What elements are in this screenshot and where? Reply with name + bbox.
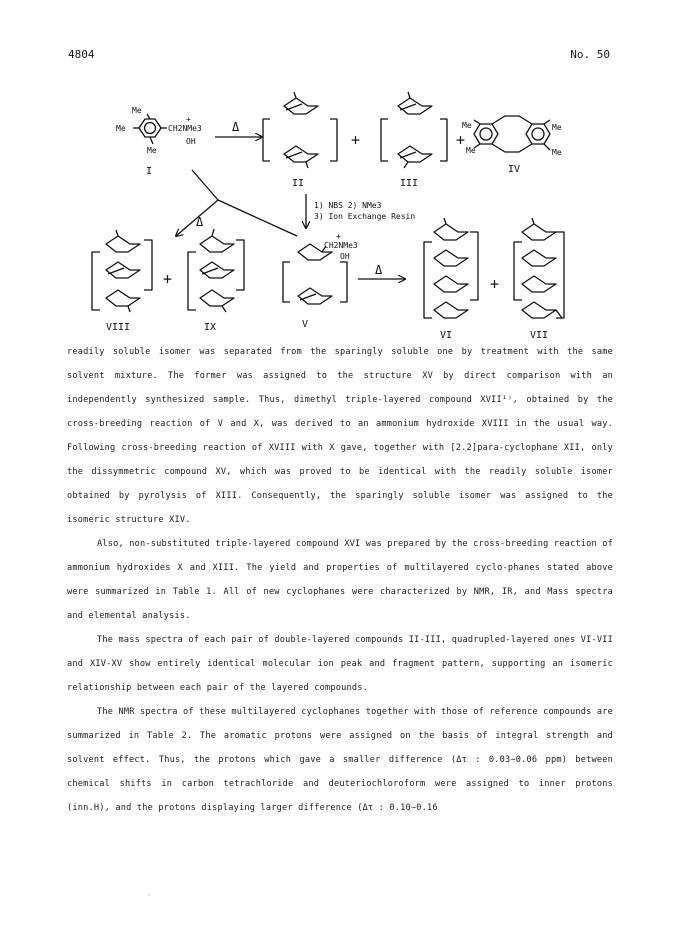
methyl-label: Me <box>116 124 126 133</box>
compound-label-ii: II <box>292 178 305 189</box>
reaction-scheme <box>0 0 680 340</box>
methyl-label: Me <box>132 106 142 115</box>
paragraph: Also, non-substituted triple-layered compound XVI was prepared by the cross-breeding reaction of ammonium hydroxides X and XIII. The yield and properties of multilayered cyclo-phanes stated above were summarized in Table 1. All of new cyclophanes were characterized by NMR, IR, and Mass spectra and elemental analysis. <box>67 539 613 621</box>
paragraph: The NMR spectra of these multilayered cyclophanes together with those of reference compounds are summarized in Table 2. The aromatic protons were assigned on the basis of integral strength and solvent effect. Thus, the protons which gave a smaller difference (Δτ : 0.03∼0.06 ppm) between chemical shifts in carbon tetrachloride and deuteriochloroform were assigned to inner protons (inn.H), and the protons displaying larger difference (Δτ : 0.10∼0.16 <box>67 707 613 813</box>
heat-symbol: Δ <box>375 263 383 277</box>
positive-charge-label: + <box>336 232 341 241</box>
compound-label-iii: III <box>400 178 419 189</box>
compound-vi-structure <box>424 218 478 318</box>
compound-v-structure <box>283 244 347 304</box>
methyl-label: Me <box>552 123 562 132</box>
reagent-line-1: 1) NBS 2) NMe3 <box>314 201 382 210</box>
plus-sign: + <box>456 131 466 149</box>
heat-symbol: Δ <box>232 120 240 134</box>
hydroxide-label: OH <box>186 137 196 146</box>
compound-iv-structure <box>474 116 550 152</box>
compound-iii-structure <box>381 92 447 168</box>
methyl-label: Me <box>462 121 472 130</box>
compound-i-structure <box>133 114 167 144</box>
compound-ix-structure <box>188 229 244 312</box>
compound-vii-structure <box>514 218 564 318</box>
compound-label-iv: IV <box>508 164 521 175</box>
ammonium-group-label: CH2NMe3 <box>168 124 202 133</box>
compound-label-vii: VII <box>530 330 549 340</box>
compound-ii-structure <box>263 92 337 168</box>
plus-sign: + <box>351 131 361 149</box>
compound-label-vi: VI <box>440 330 453 340</box>
compound-label-ix: IX <box>204 322 217 333</box>
footer-mark: ' <box>147 893 152 901</box>
paragraph: readily soluble isomer was separated from the sparingly soluble one by treatment with the same solvent mixture. The former was assigned to the structure XV by direct comparison with an independently synthesized sample. Thus, dimethyl triple-layered compound XVII¹⁾, obtained by the cross-breeding reaction of V and X, was derived to an ammonium hydroxide XVIII in the usual way. Following cross-breeding reaction of XVIII with X gave, together with [2.2]para-cyclophane XII, only the dissymmetric compound XV, which was proved to be identical with the readily soluble isomer obtained by pyrolysis of XIII. Consequently, the sparingly soluble isomer was assigned to the isomeric structure XIV. <box>67 347 613 525</box>
methyl-label: Me <box>466 146 476 155</box>
methyl-label: Me <box>552 148 562 157</box>
positive-charge-label: + <box>186 115 191 124</box>
page-number: 4804 <box>68 48 95 61</box>
journal-issue-number: No. 50 <box>570 48 610 61</box>
compound-label-v: V <box>302 319 309 330</box>
plus-sign: + <box>163 270 173 288</box>
heat-symbol: Δ <box>196 215 204 229</box>
methyl-label: Me <box>147 146 157 155</box>
compound-viii-structure <box>92 230 152 312</box>
plus-sign: + <box>490 275 500 293</box>
body-text <box>67 340 613 820</box>
paragraph: The mass spectra of each pair of double-layered compounds II-III, quadrupled-layered ones VI-VII and XIV-XV show entirely identical molecular ion peak and fragment pattern, supporting an isomeric relationship between each pair of the layered compounds. <box>67 635 613 693</box>
compound-label-viii: VIII <box>106 322 131 333</box>
hydroxide-label: OH <box>340 252 350 261</box>
reagent-line-2: 3) Ion Exchange Resin <box>314 212 416 221</box>
compound-label-i: I <box>146 166 153 177</box>
ammonium-group-label: CH2NMe3 <box>324 241 358 250</box>
